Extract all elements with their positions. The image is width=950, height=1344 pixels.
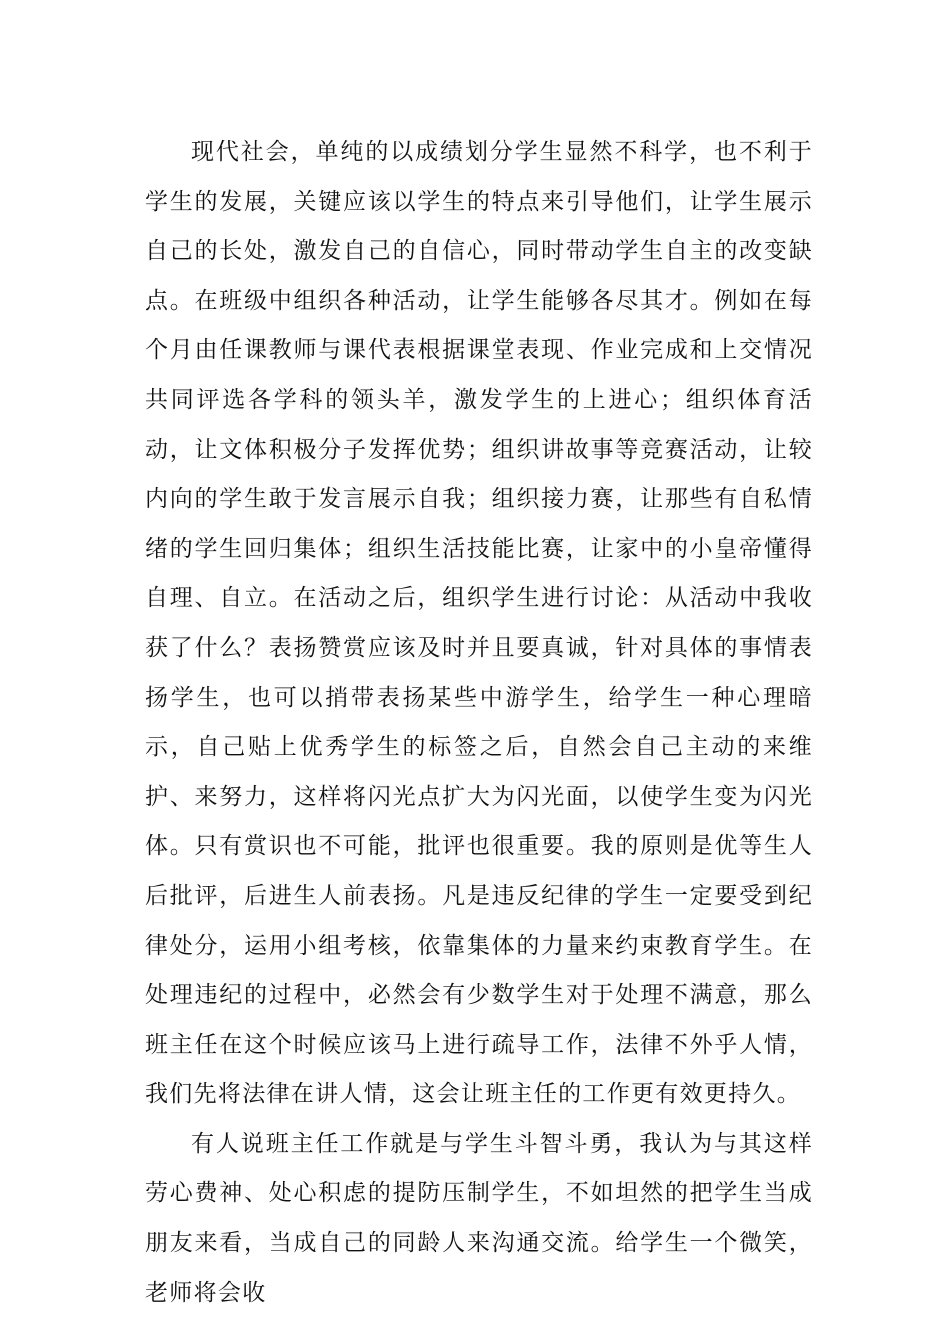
paragraph-1: 现代社会，单纯的以成绩划分学生显然不科学，也不利于学生的发展，关键应该以学生的特点来引导他们，让学生展示自己的长处，激发自己的自信心，同时带动学生自主的改变缺点。在班级中组织各种活动，让学生能够各尽其才。例如在每个月由任课教师与课代表根据课堂表现、作业完成和上交情况共同评选各学科的领头羊，激发学生的上进心；组织体育活动，让文体积极分子发挥优势；组织讲故事等竞赛活动，让较内向的学生敢于发言展示自我；组织接力赛，让那些有自私情绪的学生回归集体；组织生活技能比赛，让家中的小皇帝懂得自理、自立。在活动之后，组织学生进行讨论：从活动中我收获了什么？表扬赞赏应该及时并且要真诚，针对具体的事情表扬学生，也可以捎带表扬某些中游学生，给学生一种心理暗示，自己贴上优秀学生的标签之后，自然会自己主动的来维护、来努力，这样将闪光点扩大为闪光面，以使学生变为闪光体。只有赏识也不可能，批评也很重要。我的原则是优等生人后批评，后进生人前表扬。凡是违反纪律的学生一定要受到纪律处分，运用小组考核，依靠集体的力量来约束教育学生。在处理违纪的过程中，必然会有少数学生对于处理不满意，那么班主任在这个时候应该马上进行疏导工作，法律不外乎人情，我们先将法律在讲人情，这会让班主任的工作更有效更持久。 [145,139,813,1108]
body-text [145,128,813,1318]
paragraph-2: 有人说班主任工作就是与学生斗智斗勇，我认为与其这样劳心费神、处心积虑的提防压制学生，不如坦然的把学生当成朋友来看，当成自己的同龄人来沟通交流。给学生一个微笑，老师将会收 [145,1130,813,1306]
